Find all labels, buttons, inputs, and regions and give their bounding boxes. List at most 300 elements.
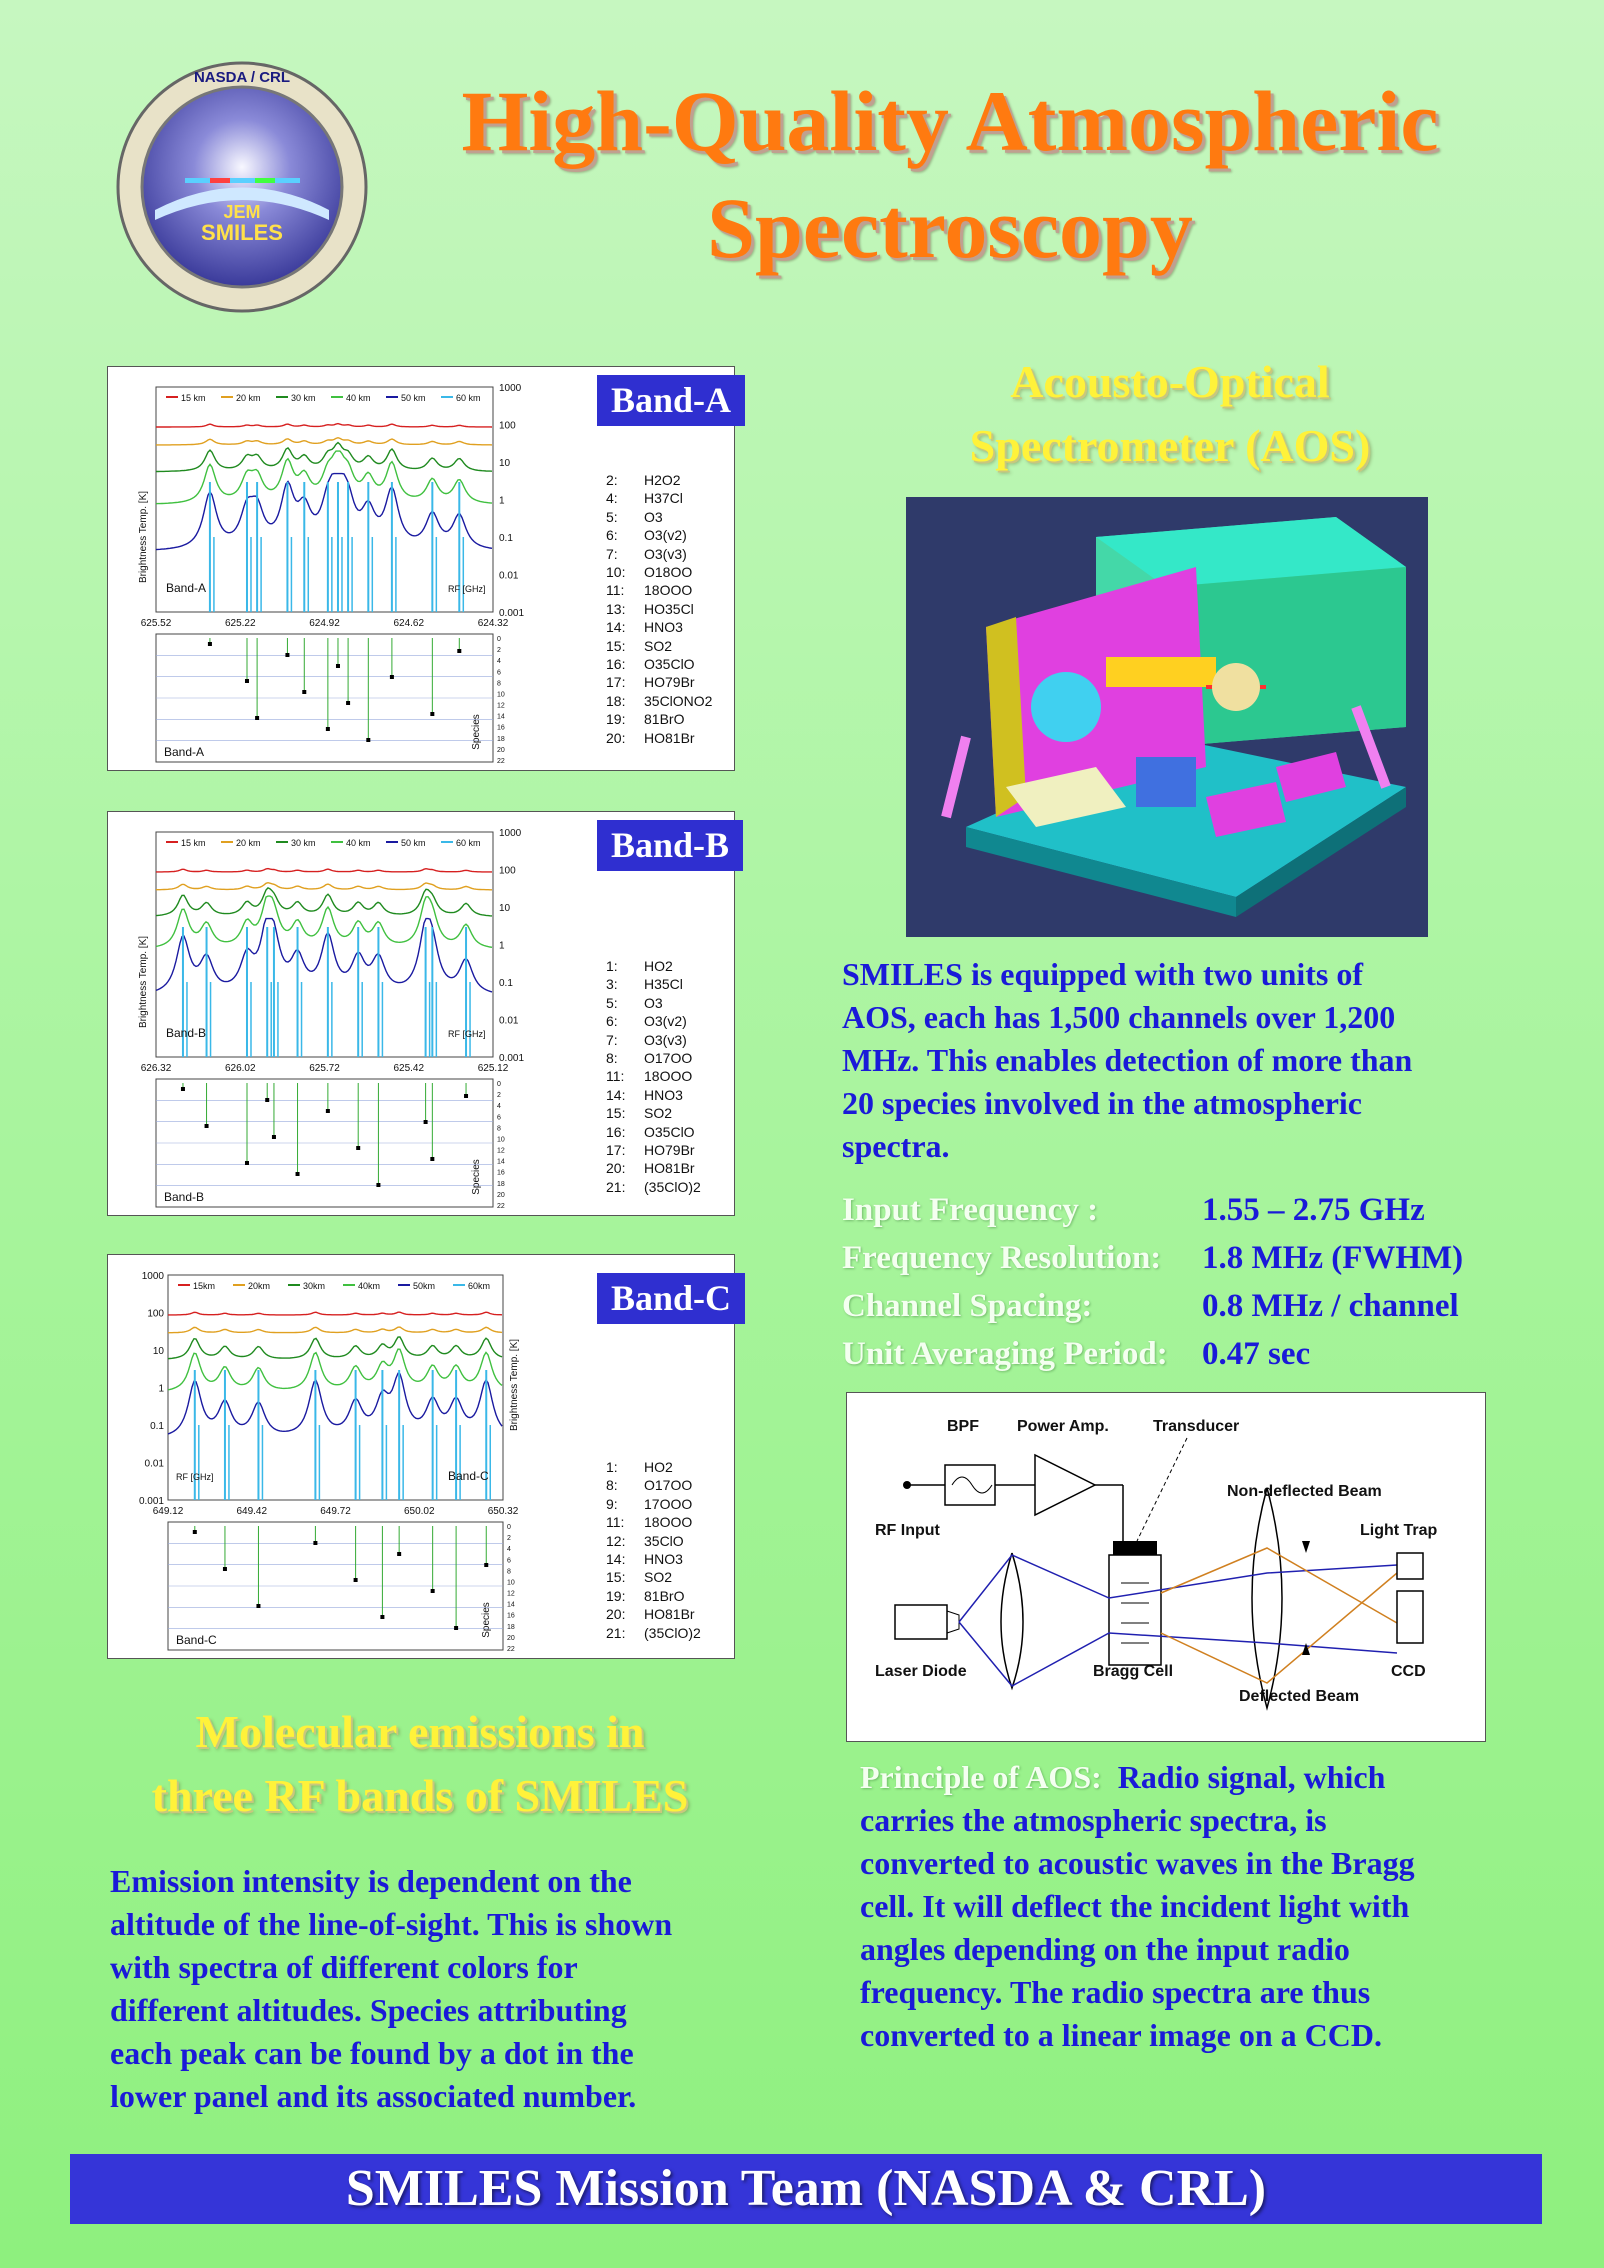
species-item <box>606 1104 701 1122</box>
species-number: 13: <box>606 600 626 617</box>
transducer-block <box>1113 1541 1157 1555</box>
species-tick-label: 16 <box>507 1612 515 1620</box>
species-tick-label: 22 <box>497 758 505 765</box>
diagram-laser-diode-label: Laser Diode <box>875 1663 967 1680</box>
spec-key: Input Frequency : <box>842 1192 1099 1228</box>
spec-row-input-frequency <box>842 1192 1425 1229</box>
species-number: 6: <box>606 527 618 544</box>
legend-entry: 50 km <box>401 393 426 403</box>
x-tick-label: 624.92 <box>309 618 340 629</box>
species-item <box>606 1495 701 1513</box>
species-axis-label: Species <box>471 1159 482 1195</box>
band-a-label: Band-A <box>597 375 745 426</box>
species-number: 5: <box>606 508 618 525</box>
species-name: (35ClO)2 <box>644 1178 701 1195</box>
species-name: 35ClONO2 <box>644 692 713 709</box>
species-name: 18OOO <box>644 1068 693 1085</box>
species-axis-label: Species <box>471 714 482 750</box>
species-number: 4: <box>606 490 618 507</box>
x-tick-label: 625.12 <box>477 1063 509 1074</box>
species-dot <box>376 1183 380 1187</box>
y-tick-label: 0.1 <box>499 978 513 989</box>
species-item <box>606 471 712 489</box>
spec-key: Channel Spacing: <box>842 1288 1093 1324</box>
footer-banner <box>70 2154 1542 2224</box>
species-tick-label: 0 <box>497 636 501 643</box>
legend-entry: 40 km <box>346 838 371 848</box>
species-number: 18: <box>606 692 626 709</box>
diagram-transducer-label: Transducer <box>1153 1418 1240 1435</box>
species-item <box>606 1458 701 1476</box>
aos-paragraph-line: SMILES is equipped with two units of <box>842 956 1364 992</box>
y-tick-label: 0.01 <box>499 570 519 582</box>
left-paragraph-line: altitude of the line-of-sight. This is shown <box>110 1906 673 1942</box>
species-dot <box>193 1530 197 1534</box>
right-heading <box>860 350 1480 479</box>
species-name: O3(v3) <box>644 545 687 562</box>
y-tick-label: 0.01 <box>499 1015 519 1027</box>
y-axis-label: Brightness Temp. [K] <box>509 1338 520 1432</box>
legend-entry: 50km <box>413 1281 436 1291</box>
y-tick-label: 0.01 <box>144 1458 164 1470</box>
aos-paragraph-line: AOS, each has 1,500 channels over 1,200 <box>842 999 1396 1035</box>
aos-paragraph-line: MHz. This enables detection of more than <box>842 1042 1413 1078</box>
left-paragraph-line: with spectra of different colors for <box>110 1949 578 1985</box>
species-name: 35ClO <box>644 1532 684 1549</box>
species-item <box>606 508 712 526</box>
x-tick-label: 649.42 <box>236 1506 268 1517</box>
band-inner-label: Band-C <box>448 1469 489 1483</box>
species-name: HO35Cl <box>644 600 694 617</box>
diagram-non-deflected-label: Non-deflected Beam <box>1227 1483 1382 1500</box>
legend-entry: 15km <box>193 1281 216 1291</box>
y-tick-label: 1000 <box>141 1271 164 1282</box>
band-c-label: Band-C <box>597 1273 745 1324</box>
y-tick-label: 1 <box>158 1383 164 1395</box>
band-b-label: Band-B <box>597 820 743 871</box>
diagram-light-trap-label: Light Trap <box>1360 1522 1438 1539</box>
species-item <box>606 1123 701 1141</box>
y-tick-label: 100 <box>499 865 516 877</box>
logo-smiles: SMILES <box>201 220 283 245</box>
legend-entry: 40 km <box>346 393 371 403</box>
species-name: O3(v2) <box>644 527 687 544</box>
species-number: 20: <box>606 1606 626 1623</box>
species-number: 19: <box>606 1587 626 1604</box>
species-dot <box>313 1541 317 1545</box>
diagram-power-amp-label: Power Amp. <box>1017 1418 1109 1435</box>
footer-text: SMILES Mission Team (NASDA & CRL) <box>345 2160 1267 2217</box>
species-item <box>606 1550 701 1568</box>
species-name: HO81Br <box>644 1606 695 1623</box>
y-tick-label: 100 <box>499 420 516 432</box>
diagram-rf-input-label: RF Input <box>875 1522 940 1539</box>
species-number: 16: <box>606 1123 626 1140</box>
species-number: 6: <box>606 1013 618 1030</box>
x-tick-label: 649.12 <box>152 1506 184 1517</box>
x-tick-label: 624.62 <box>393 618 425 629</box>
species-tick-label: 18 <box>497 735 505 743</box>
species-item <box>606 1086 701 1104</box>
species-tick-label: 2 <box>507 1535 511 1543</box>
species-tick-label: 22 <box>507 1646 515 1653</box>
species-number: 7: <box>606 1031 618 1048</box>
species-name: H35Cl <box>644 976 683 993</box>
legend-entry: 30km <box>303 1281 326 1291</box>
species-name: HO81Br <box>644 729 695 746</box>
species-tick-label: 0 <box>497 1081 501 1088</box>
species-item <box>606 1532 701 1550</box>
species-dot <box>223 1567 227 1571</box>
species-name: O35ClO <box>644 1123 695 1140</box>
y-tick-label: 0.1 <box>150 1421 164 1432</box>
species-item <box>606 563 712 581</box>
spec-row-unit-averaging-period <box>842 1336 1311 1373</box>
species-number: 1: <box>606 958 618 974</box>
ccd-block <box>1397 1591 1423 1643</box>
legend-entry: 30 km <box>291 838 316 848</box>
principle-line: frequency. The radio spectra are thus <box>860 1974 1371 2010</box>
species-item <box>606 637 712 655</box>
species-name: O35ClO <box>644 656 695 673</box>
species-tick-label: 2 <box>497 1092 501 1100</box>
species-item <box>606 1476 701 1494</box>
left-heading-line2: three RF bands of SMILES <box>151 1770 689 1822</box>
x-tick-label: 625.22 <box>224 618 256 629</box>
species-dot <box>256 1604 260 1608</box>
species-name: O17OO <box>644 1477 693 1494</box>
principle-paragraph <box>860 1756 1500 2057</box>
legend-entry: 20 km <box>236 393 261 403</box>
band-a-panel <box>107 366 735 771</box>
band-b-species-list <box>606 957 701 1196</box>
y-axis-label: Brightness Temp. [K] <box>138 490 149 584</box>
species-tick-label: 20 <box>497 1191 505 1199</box>
species-number: 19: <box>606 711 626 728</box>
y-tick-label: 0.001 <box>499 608 525 619</box>
species-dot <box>272 1135 276 1139</box>
left-heading-line1: Molecular emissions in <box>195 1706 645 1757</box>
principle-line: converted to a linear image on a CCD. <box>860 2017 1382 2053</box>
logo-jem: JEM <box>223 202 261 222</box>
species-item <box>606 1178 701 1196</box>
species-number: 8: <box>606 1050 618 1067</box>
species-number: 9: <box>606 1495 618 1512</box>
species-number: 14: <box>606 1086 626 1103</box>
species-tick-label: 22 <box>497 1203 505 1210</box>
species-item <box>606 1049 701 1067</box>
aos-paragraph-line: 20 species involved in the atmospheric <box>842 1085 1362 1121</box>
species-dot <box>285 653 289 657</box>
species-item <box>606 545 712 563</box>
band-lower-label: Band-B <box>164 1190 205 1204</box>
species-dot <box>208 642 212 646</box>
y-tick-label: 10 <box>152 1346 164 1357</box>
species-dot <box>356 1146 360 1150</box>
species-tick-label: 8 <box>497 680 501 688</box>
species-dot <box>464 1094 468 1098</box>
species-item <box>606 618 712 636</box>
species-name: H37Cl <box>644 490 683 507</box>
species-item <box>606 489 712 507</box>
y-tick-label: 1000 <box>499 828 522 839</box>
legend-entry: 20km <box>248 1281 271 1291</box>
species-dot <box>255 716 259 720</box>
aos-3d-model-image <box>906 497 1428 937</box>
species-item <box>606 673 712 691</box>
species-number: 21: <box>606 1624 626 1641</box>
band-a-species-list <box>606 471 712 747</box>
x-axis-label: RF [GHz] <box>176 1472 214 1482</box>
species-number: 17: <box>606 674 626 691</box>
species-number: 15: <box>606 637 626 654</box>
species-number: 10: <box>606 564 626 581</box>
spec-row-frequency-resolution <box>842 1240 1464 1277</box>
diagram-deflected-label: Deflected Beam <box>1239 1688 1360 1705</box>
species-dot <box>181 1087 185 1091</box>
y-tick-label: 10 <box>499 903 511 914</box>
species-number: 20: <box>606 729 626 746</box>
species-dot <box>354 1578 358 1582</box>
diagram-ccd-label: CCD <box>1391 1663 1426 1680</box>
species-name: SO2 <box>644 637 673 654</box>
legend-entry: 30 km <box>291 393 316 403</box>
species-tick-label: 12 <box>497 702 505 710</box>
species-number: 2: <box>606 472 618 488</box>
species-tick-label: 10 <box>497 1136 505 1144</box>
species-name: O3 <box>644 508 663 525</box>
species-number: 1: <box>606 1459 618 1475</box>
legend-entry: 60km <box>468 1281 491 1291</box>
species-tick-label: 14 <box>497 713 505 721</box>
principle-line: angles depending on the input radio <box>860 1931 1350 1967</box>
species-item <box>606 1031 701 1049</box>
x-tick-label: 624.32 <box>477 618 509 629</box>
species-tick-label: 18 <box>497 1180 505 1188</box>
species-item <box>606 1624 701 1642</box>
species-item <box>606 581 712 599</box>
species-name: 81BrO <box>644 711 685 728</box>
x-tick-label: 625.72 <box>309 1063 340 1074</box>
species-tick-label: 16 <box>497 1169 505 1177</box>
legend-entry: 60 km <box>456 393 481 403</box>
aos-paragraph <box>842 953 1502 1168</box>
principle-line: carries the atmospheric spectra, is <box>860 1802 1327 1838</box>
diagram-bragg-cell-label: Bragg Cell <box>1093 1663 1174 1680</box>
species-dot <box>397 1552 401 1556</box>
species-tick-label: 6 <box>497 669 501 677</box>
power-amp-block <box>1035 1455 1095 1515</box>
y-tick-label: 0.001 <box>138 1496 164 1507</box>
legend-entry: 15 km <box>181 393 206 403</box>
species-name: O3 <box>644 994 663 1011</box>
species-name: SO2 <box>644 1569 673 1586</box>
species-dot <box>205 1124 209 1128</box>
species-dot <box>424 1120 428 1124</box>
species-tick-label: 0 <box>507 1524 511 1531</box>
species-dot <box>390 675 394 679</box>
light-trap-block <box>1397 1553 1423 1579</box>
species-dot <box>326 727 330 731</box>
species-item <box>606 600 712 618</box>
page-title-line1: High-Quality Atmospheric <box>461 73 1439 169</box>
species-tick-label: 20 <box>497 746 505 754</box>
species-tick-label: 4 <box>497 1103 501 1111</box>
page-title-line2: Spectroscopy <box>707 180 1193 276</box>
species-dot <box>336 664 340 668</box>
species-number: 7: <box>606 545 618 562</box>
species-dot <box>302 690 306 694</box>
y-tick-label: 0.001 <box>499 1053 525 1064</box>
y-tick-label: 1 <box>499 495 505 507</box>
y-axis-label: Brightness Temp. [K] <box>138 935 149 1029</box>
species-dot <box>245 1161 249 1165</box>
left-paragraph-line: Emission intensity is dependent on the <box>110 1863 632 1899</box>
x-tick-label: 626.02 <box>224 1063 256 1074</box>
species-tick-label: 14 <box>507 1601 515 1609</box>
y-tick-label: 1 <box>499 940 505 952</box>
species-name: 81BrO <box>644 1587 685 1604</box>
species-name: O18OO <box>644 564 693 581</box>
band-c-species-list <box>606 1458 701 1642</box>
species-name: 18OOO <box>644 1514 693 1531</box>
x-tick-label: 650.02 <box>403 1506 435 1517</box>
species-tick-label: 12 <box>497 1147 505 1155</box>
species-tick-label: 18 <box>507 1623 515 1631</box>
species-name: 18OOO <box>644 582 693 599</box>
species-dot <box>366 738 370 742</box>
species-name: O17OO <box>644 1050 693 1067</box>
species-item <box>606 975 701 993</box>
species-item <box>606 1141 701 1159</box>
species-dot <box>380 1615 384 1619</box>
mission-logo <box>115 60 370 315</box>
species-axis-label: Species <box>481 1602 492 1638</box>
species-number: 3: <box>606 976 618 993</box>
species-tick-label: 6 <box>497 1114 501 1122</box>
spec-value: 0.47 sec <box>1202 1336 1311 1372</box>
species-name: (35ClO)2 <box>644 1624 701 1641</box>
species-number: 14: <box>606 1551 626 1568</box>
species-number: 17: <box>606 1142 626 1159</box>
species-tick-label: 4 <box>507 1546 511 1554</box>
species-name: HNO3 <box>644 1551 683 1568</box>
species-number: 11: <box>606 1068 625 1085</box>
band-lower-label: Band-C <box>176 1633 217 1647</box>
species-item <box>606 729 712 747</box>
species-dot <box>265 1098 269 1102</box>
species-item <box>606 1513 701 1531</box>
right-heading-line2: Spectrometer (AOS) <box>969 420 1371 472</box>
x-tick-label: 649.72 <box>320 1506 351 1517</box>
principle-key: Principle of AOS: <box>860 1759 1102 1795</box>
species-item <box>606 710 712 728</box>
species-item <box>606 994 701 1012</box>
species-number: 8: <box>606 1477 618 1494</box>
species-tick-label: 10 <box>507 1579 515 1587</box>
x-tick-label: 625.52 <box>140 618 172 629</box>
species-name: O3(v3) <box>644 1031 687 1048</box>
left-heading <box>90 1700 750 1829</box>
species-dot <box>454 1626 458 1630</box>
species-name: HNO3 <box>644 1086 683 1103</box>
species-number: 11: <box>606 582 625 599</box>
species-name: HO2 <box>644 1459 673 1475</box>
species-name: SO2 <box>644 1105 673 1122</box>
right-heading-line1: Acousto-Optical <box>1010 356 1330 407</box>
spec-value: 1.55 – 2.75 GHz <box>1202 1192 1425 1228</box>
species-item <box>606 957 701 975</box>
species-name: HO2 <box>644 958 673 974</box>
species-name: HNO3 <box>644 619 683 636</box>
species-item <box>606 526 712 544</box>
species-item <box>606 1568 701 1586</box>
species-dot <box>484 1563 488 1567</box>
spec-key: Unit Averaging Period: <box>842 1336 1168 1372</box>
x-axis-label: RF [GHz] <box>448 1029 486 1039</box>
species-tick-label: 2 <box>497 647 501 655</box>
band-inner-label: Band-A <box>166 581 207 595</box>
left-paragraph-line: each peak can be found by a dot in the <box>110 2035 634 2071</box>
species-name: H2O2 <box>644 472 681 488</box>
species-dot <box>245 679 249 683</box>
species-tick-label: 10 <box>497 691 505 699</box>
species-number: 15: <box>606 1569 626 1586</box>
species-number: 20: <box>606 1160 626 1177</box>
spec-key: Frequency Resolution: <box>842 1240 1162 1276</box>
y-tick-label: 10 <box>499 458 511 469</box>
species-item <box>606 1587 701 1605</box>
species-dot <box>346 701 350 705</box>
y-tick-label: 100 <box>147 1308 164 1320</box>
x-tick-label: 625.42 <box>393 1063 425 1074</box>
species-name: HO81Br <box>644 1160 695 1177</box>
species-item <box>606 1012 701 1030</box>
bragg-cell-block <box>1109 1555 1161 1665</box>
species-dot <box>296 1172 300 1176</box>
species-item <box>606 1159 701 1177</box>
species-name: HO79Br <box>644 674 695 691</box>
species-item <box>606 1067 701 1085</box>
species-number: 5: <box>606 994 618 1011</box>
species-number: 21: <box>606 1178 626 1195</box>
species-tick-label: 4 <box>497 658 501 666</box>
species-dot <box>457 649 461 653</box>
legend-entry: 20 km <box>236 838 261 848</box>
species-item <box>606 655 712 673</box>
band-b-panel <box>107 811 735 1216</box>
species-dot <box>326 1109 330 1113</box>
band-lower-label: Band-A <box>164 745 205 759</box>
spec-value: 0.8 MHz / channel <box>1202 1288 1459 1324</box>
spec-value: 1.8 MHz (FWHM) <box>1202 1240 1464 1276</box>
y-tick-label: 1000 <box>499 383 522 394</box>
aos-principle-diagram <box>846 1392 1486 1742</box>
species-name: O3(v2) <box>644 1013 687 1030</box>
species-number: 11: <box>606 1514 625 1531</box>
diagram-bpf-label: BPF <box>947 1418 979 1435</box>
left-paragraph-line: different altitudes. Species attributing <box>110 1992 627 2028</box>
species-tick-label: 8 <box>497 1125 501 1133</box>
species-number: 12: <box>606 1532 626 1549</box>
principle-line: Radio signal, which <box>1117 1759 1386 1795</box>
species-name: HO79Br <box>644 1142 695 1159</box>
legend-entry: 15 km <box>181 838 206 848</box>
band-inner-label: Band-B <box>166 1026 207 1040</box>
species-number: 16: <box>606 656 626 673</box>
logo-agency: NASDA / CRL <box>193 69 291 86</box>
species-number: 14: <box>606 619 626 636</box>
